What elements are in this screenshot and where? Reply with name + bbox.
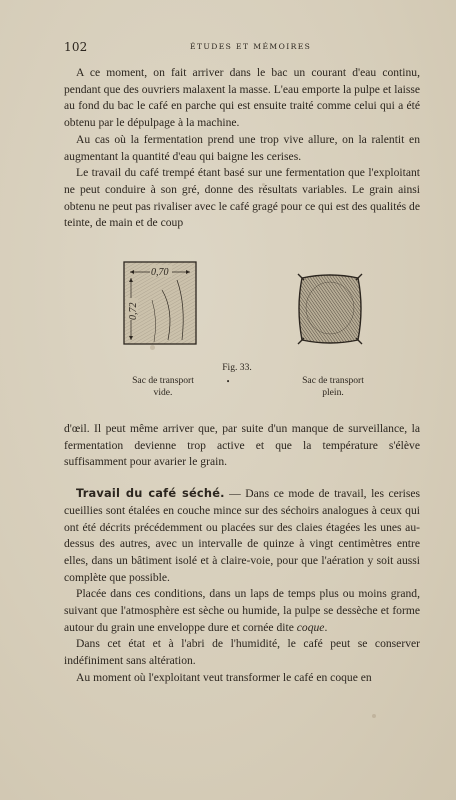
page-header — [64, 40, 420, 54]
paragraph: Au moment où l'exploitant veut transformer le café en coque en — [76, 670, 372, 684]
figure-number: Fig. 33. — [222, 362, 252, 373]
empty-sack-illustration — [122, 260, 198, 346]
figure-caption-empty: Sac de transport vide. — [132, 375, 194, 398]
figure-33 — [0, 252, 456, 412]
text-block-bottom — [64, 421, 420, 687]
paragraph: d'œil. Il peut même arriver que, par suite d'un manque de surveillance, la fermentation devienne trop active et que la température s'élève suffisamment pour avarier le grain. — [64, 422, 420, 469]
figure-caption-full: Sac de transport plein. — [302, 375, 364, 398]
page-number: 102 — [64, 40, 88, 54]
paragraph: Dans cet état et à l'abri de l'humidité, le café peut se conserver indéfiniment sans altération. — [64, 637, 420, 668]
section-paragraph: Travail du café séché. — Dans ce mode de travail, les cerises cueillies sont étalées en couche mince sur des séchoirs analogues à ceux qui ont été décrits précédemment ou placées sur des claies étagées les unes au-dessus des autres, avec un intervalle de quinze à vingt centimètres entre elles, dans un bâtiment isolé et à claire-voie, pour que l'aération y soit aussi complète que possible. — [64, 486, 420, 584]
paragraph: Au cas où la fermentation prend une trop vive allure, on la ralentit en augmentant la quantité d'eau qui baigne les cerises. — [64, 132, 420, 163]
caption-separator: • — [226, 378, 231, 386]
paragraph: Placée dans ces conditions, dans un laps de temps plus ou moins grand, suivant que l'atmosphère est sèche ou humide, la pulpe se dessèche et forme autour du grain une enveloppe dure et cornée dite coque. — [64, 587, 420, 634]
section-title: Travail du café séché. — [76, 486, 225, 501]
term-coque: coque — [296, 620, 325, 634]
text-block-top — [64, 65, 420, 232]
full-sack-illustration — [296, 270, 364, 348]
running-head: ÉTUDES ET MÉMOIRES — [190, 42, 312, 51]
paragraph: Le travail du café trempé étant basé sur une fermentation que l'exploitant ne peut conduire à son gré, donne des résultats variables. Le grain ainsi obtenu ne peut pas rivaliser avec le café gragé pour ce qui est des qualités de teinte, de main et de coup — [64, 166, 420, 230]
dimension-width-label: 0,70 — [151, 267, 169, 278]
dimension-height-label: 0,72 — [128, 302, 139, 320]
paper-spot — [372, 714, 376, 718]
paragraph: A ce moment, on fait arriver dans le bac un courant d'eau continu, pendant que des ouvriers malaxent la masse. L'eau emporte la pulpe et laisse au fond du bac le café en parche qui est ensuite traité comme celui qui a été obtenu par le dépulpage à la machine. — [64, 66, 420, 130]
